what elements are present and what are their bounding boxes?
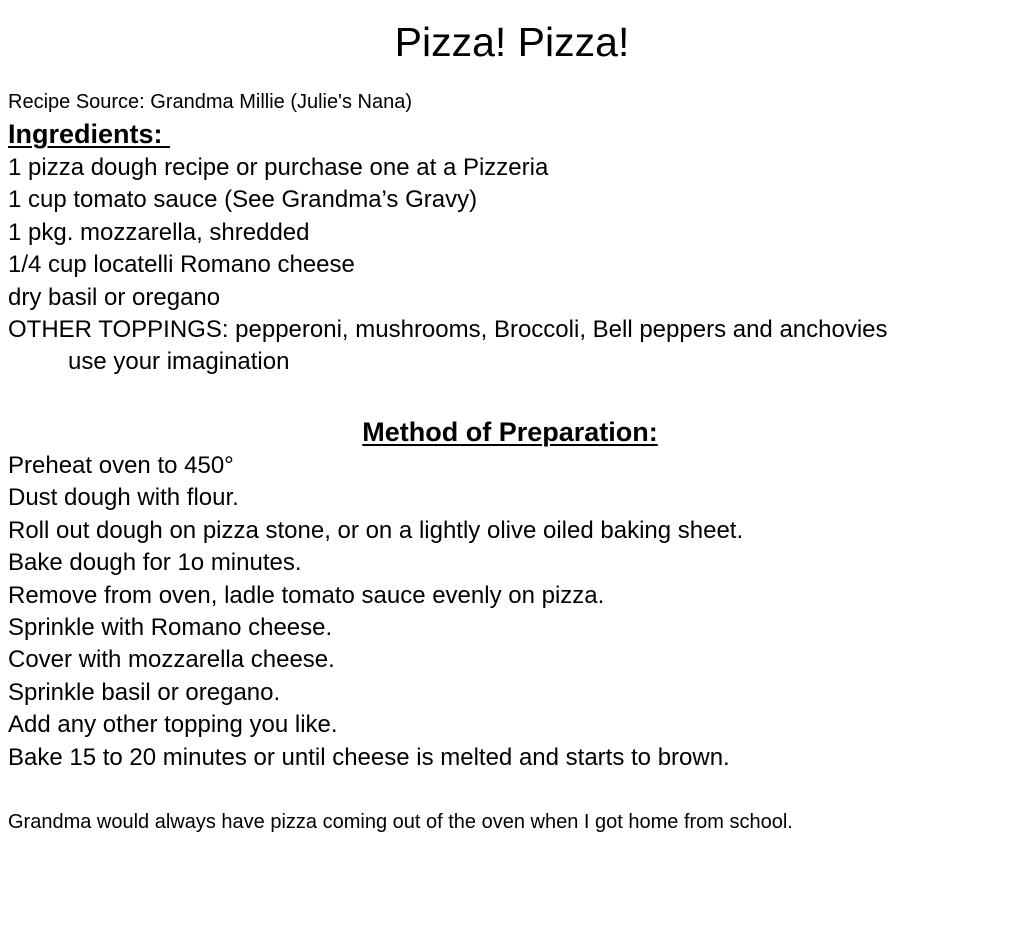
recipe-title: Pizza! Pizza!: [394, 19, 630, 65]
recipe-source: Recipe Source: Grandma Millie (Julie's Nana): [8, 91, 412, 113]
ingredient-item: 1 pkg. mozzarella, shredded: [8, 218, 310, 246]
ingredients-heading: Ingredients:: [8, 119, 171, 149]
method-step: Bake 15 to 20 minutes or until cheese is melted and starts to brown.: [8, 743, 730, 771]
ingredient-item: OTHER TOPPINGS: pepperoni, mushrooms, Broccoli, Bell peppers and anchovies: [8, 315, 888, 343]
method-step: Dust dough with flour.: [8, 484, 239, 512]
ingredient-item: dry basil or oregano: [8, 283, 221, 311]
method-heading: Method of Preparation:: [362, 417, 658, 447]
method-steps-list: [8, 450, 743, 774]
ingredients-list: [8, 152, 888, 379]
method-step: Cover with mozzarella cheese.: [8, 646, 335, 674]
ingredient-item: 1 pizza dough recipe or purchase one at a Pizzeria: [8, 154, 549, 181]
method-step: Remove from oven, ladle tomato sauce evenly on pizza.: [8, 581, 605, 609]
method-step: Bake dough for 1o minutes.: [8, 549, 302, 577]
ingredient-item: 1 cup tomato sauce (See Grandma’s Gravy): [8, 186, 478, 214]
method-step: Preheat oven to 450°: [8, 452, 234, 479]
method-step: Add any other topping you like.: [8, 711, 338, 739]
ingredient-item-continuation: use your imagination: [68, 348, 290, 376]
method-step: Roll out dough on pizza stone, or on a lightly olive oiled baking sheet.: [8, 516, 744, 544]
ingredient-item: 1/4 cup locatelli Romano cheese: [8, 251, 355, 279]
method-step: Sprinkle with Romano cheese.: [8, 613, 333, 641]
method-step: Sprinkle basil or oregano.: [8, 678, 281, 706]
recipe-note: Grandma would always have pizza coming out of the oven when I got home from school.: [8, 811, 793, 833]
